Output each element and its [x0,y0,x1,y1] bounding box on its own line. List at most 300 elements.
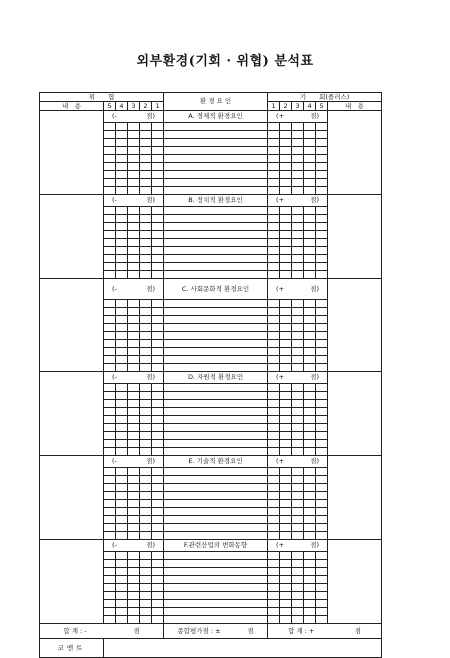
opp-score-cell[interactable] [292,147,304,155]
threat-score-cell[interactable] [152,348,164,356]
threat-score-cell[interactable] [140,131,152,139]
threat-score-cell[interactable] [152,263,164,271]
opp-score-cell[interactable] [304,484,316,492]
threat-score-cell[interactable] [128,508,140,516]
threat-score-cell[interactable] [116,500,128,508]
threat-score-cell[interactable] [116,187,128,195]
threat-score-cell[interactable] [116,163,128,171]
factor-cell[interactable] [164,500,268,508]
threat-score-cell[interactable] [140,215,152,223]
opp-score-cell[interactable] [280,207,292,215]
opp-score-cell[interactable] [304,348,316,356]
threat-score-cell[interactable] [152,576,164,584]
opp-score-cell[interactable] [268,155,280,163]
opp-score-cell[interactable] [304,231,316,239]
threat-content-cell[interactable] [40,456,104,540]
opp-score-cell[interactable] [304,508,316,516]
opp-score-cell[interactable] [316,348,328,356]
threat-score-cell[interactable] [104,223,116,231]
opp-score-cell[interactable] [316,516,328,524]
threat-score-cell[interactable] [116,155,128,163]
factor-cell[interactable] [164,332,268,340]
threat-score-cell[interactable] [152,179,164,187]
opp-score-cell[interactable] [268,524,280,532]
threat-score-cell[interactable] [116,468,128,476]
threat-score-cell[interactable] [152,123,164,131]
threat-score-cell[interactable] [140,263,152,271]
threat-score-cell[interactable] [104,155,116,163]
threat-score-cell[interactable] [104,163,116,171]
factor-cell[interactable] [164,300,268,308]
threat-score-cell[interactable] [140,247,152,255]
opp-score-cell[interactable] [268,207,280,215]
threat-score-cell[interactable] [140,560,152,568]
threat-score-cell[interactable] [140,408,152,416]
opp-score-cell[interactable] [316,532,328,540]
threat-score-cell[interactable] [104,255,116,263]
threat-score-cell[interactable] [116,552,128,560]
opp-score-cell[interactable] [280,416,292,424]
opp-score-cell[interactable] [280,255,292,263]
threat-score-cell[interactable] [140,356,152,364]
opp-score-cell[interactable] [316,131,328,139]
opp-score-cell[interactable] [304,592,316,600]
opp-score-cell[interactable] [316,616,328,624]
threat-score-cell[interactable] [104,416,116,424]
threat-score-cell[interactable] [152,492,164,500]
threat-score-cell[interactable] [152,560,164,568]
threat-score-cell[interactable] [152,223,164,231]
opp-score-cell[interactable] [316,600,328,608]
opp-score-cell[interactable] [304,340,316,348]
opp-score-cell[interactable] [304,424,316,432]
threat-content-cell[interactable] [40,540,104,624]
threat-score-cell[interactable] [104,400,116,408]
opp-score-cell[interactable] [316,171,328,179]
opp-score-cell[interactable] [292,468,304,476]
threat-score-cell[interactable] [152,147,164,155]
opp-score-cell[interactable] [268,171,280,179]
threat-score-cell[interactable] [104,179,116,187]
factor-cell[interactable] [164,223,268,231]
threat-score-cell[interactable] [152,400,164,408]
threat-score-cell[interactable] [128,187,140,195]
threat-score-cell[interactable] [116,568,128,576]
opp-score-cell[interactable] [316,215,328,223]
factor-cell[interactable] [164,416,268,424]
opp-score-cell[interactable] [292,139,304,147]
threat-score-cell[interactable] [140,147,152,155]
threat-score-cell[interactable] [116,560,128,568]
threat-score-cell[interactable] [140,440,152,448]
threat-score-cell[interactable] [128,348,140,356]
opp-score-cell[interactable] [304,616,316,624]
threat-score-cell[interactable] [116,332,128,340]
opp-score-cell[interactable] [304,332,316,340]
opp-score-cell[interactable] [292,364,304,372]
opp-score-cell[interactable] [280,616,292,624]
opp-score-cell[interactable] [268,568,280,576]
opp-score-cell[interactable] [268,616,280,624]
threat-score-cell[interactable] [140,139,152,147]
threat-score-cell[interactable] [116,508,128,516]
factor-cell[interactable] [164,239,268,247]
threat-score-cell[interactable] [152,340,164,348]
factor-cell[interactable] [164,255,268,263]
opp-score-cell[interactable] [268,432,280,440]
opp-score-cell[interactable] [280,247,292,255]
threat-score-cell[interactable] [152,215,164,223]
threat-score-cell[interactable] [128,500,140,508]
opp-score-cell[interactable] [304,271,316,279]
opp-score-cell[interactable] [292,155,304,163]
threat-score-cell[interactable] [152,600,164,608]
opp-score-cell[interactable] [304,392,316,400]
opp-score-cell[interactable] [280,384,292,392]
threat-score-cell[interactable] [152,207,164,215]
opp-score-cell[interactable] [280,568,292,576]
threat-score-cell[interactable] [128,255,140,263]
threat-score-cell[interactable] [116,356,128,364]
factor-cell[interactable] [164,524,268,532]
threat-score-cell[interactable] [104,508,116,516]
opp-score-cell[interactable] [292,552,304,560]
opp-score-cell[interactable] [292,616,304,624]
opp-score-cell[interactable] [316,263,328,271]
threat-score-cell[interactable] [116,239,128,247]
opp-score-cell[interactable] [316,300,328,308]
factor-cell[interactable] [164,340,268,348]
opp-score-cell[interactable] [304,532,316,540]
opp-score-cell[interactable] [304,239,316,247]
opp-score-cell[interactable] [292,171,304,179]
factor-cell[interactable] [164,584,268,592]
threat-score-cell[interactable] [140,468,152,476]
threat-score-cell[interactable] [104,424,116,432]
threat-score-cell[interactable] [152,416,164,424]
opp-score-cell[interactable] [292,608,304,616]
threat-score-cell[interactable] [128,568,140,576]
opp-score-cell[interactable] [280,271,292,279]
threat-score-cell[interactable] [140,255,152,263]
threat-score-cell[interactable] [116,215,128,223]
threat-score-cell[interactable] [140,348,152,356]
opp-score-cell[interactable] [304,147,316,155]
opp-score-cell[interactable] [268,560,280,568]
opp-score-cell[interactable] [316,147,328,155]
opp-score-cell[interactable] [280,316,292,324]
threat-score-cell[interactable] [116,348,128,356]
opp-score-cell[interactable] [292,332,304,340]
threat-points-cell[interactable] [104,372,164,384]
threat-content-cell[interactable] [40,372,104,456]
threat-score-cell[interactable] [152,247,164,255]
opp-score-cell[interactable] [304,468,316,476]
opp-score-cell[interactable] [268,308,280,316]
threat-score-cell[interactable] [140,552,152,560]
opp-score-cell[interactable] [316,608,328,616]
opp-score-cell[interactable] [280,139,292,147]
opp-score-cell[interactable] [304,223,316,231]
opp-score-cell[interactable] [280,400,292,408]
opp-score-cell[interactable] [280,448,292,456]
opp-score-cell[interactable] [292,560,304,568]
threat-score-cell[interactable] [116,400,128,408]
opp-score-cell[interactable] [280,408,292,416]
threat-score-cell[interactable] [140,516,152,524]
threat-score-cell[interactable] [116,263,128,271]
factor-cell[interactable] [164,560,268,568]
threat-score-cell[interactable] [128,356,140,364]
opp-score-cell[interactable] [268,123,280,131]
opp-score-cell[interactable] [280,147,292,155]
factor-cell[interactable] [164,608,268,616]
opp-score-cell[interactable] [280,332,292,340]
threat-score-cell[interactable] [116,147,128,155]
opp-score-cell[interactable] [268,608,280,616]
factor-cell[interactable] [164,215,268,223]
threat-score-cell[interactable] [116,432,128,440]
threat-score-cell[interactable] [128,332,140,340]
threat-score-cell[interactable] [140,484,152,492]
threat-points-cell[interactable] [104,540,164,552]
threat-score-cell[interactable] [128,215,140,223]
threat-score-cell[interactable] [140,171,152,179]
opp-score-cell[interactable] [280,608,292,616]
threat-score-cell[interactable] [104,324,116,332]
threat-score-cell[interactable] [116,207,128,215]
opp-score-cell[interactable] [304,187,316,195]
threat-score-cell[interactable] [104,584,116,592]
opp-score-cell[interactable] [268,316,280,324]
opp-score-cell[interactable] [292,440,304,448]
factor-cell[interactable] [164,400,268,408]
opp-score-cell[interactable] [292,392,304,400]
threat-score-cell[interactable] [116,532,128,540]
threat-score-cell[interactable] [128,440,140,448]
opp-score-cell[interactable] [304,324,316,332]
threat-points-cell[interactable] [104,279,164,300]
opp-score-cell[interactable] [280,476,292,484]
threat-score-cell[interactable] [104,560,116,568]
opp-score-cell[interactable] [268,576,280,584]
threat-score-cell[interactable] [140,384,152,392]
opp-score-cell[interactable] [280,163,292,171]
opp-score-cell[interactable] [280,123,292,131]
threat-score-cell[interactable] [128,484,140,492]
threat-score-cell[interactable] [104,207,116,215]
opp-score-cell[interactable] [292,492,304,500]
threat-score-cell[interactable] [140,179,152,187]
threat-score-cell[interactable] [104,500,116,508]
threat-score-cell[interactable] [104,568,116,576]
opp-score-cell[interactable] [292,340,304,348]
opp-score-cell[interactable] [316,416,328,424]
opp-score-cell[interactable] [304,179,316,187]
opp-score-cell[interactable] [304,163,316,171]
opp-score-cell[interactable] [268,500,280,508]
opp-score-cell[interactable] [292,263,304,271]
opp-score-cell[interactable] [292,316,304,324]
opp-score-cell[interactable] [292,600,304,608]
threat-score-cell[interactable] [116,592,128,600]
opp-score-cell[interactable] [292,207,304,215]
threat-score-cell[interactable] [104,476,116,484]
opp-score-cell[interactable] [280,300,292,308]
threat-score-cell[interactable] [128,223,140,231]
opp-score-cell[interactable] [316,408,328,416]
opp-score-cell[interactable] [316,231,328,239]
threat-score-cell[interactable] [116,484,128,492]
threat-score-cell[interactable] [152,316,164,324]
opp-score-cell[interactable] [304,568,316,576]
threat-score-cell[interactable] [140,324,152,332]
opp-score-cell[interactable] [268,600,280,608]
factor-cell[interactable] [164,324,268,332]
threat-score-cell[interactable] [116,231,128,239]
opp-score-cell[interactable] [304,131,316,139]
opp-score-cell[interactable] [280,484,292,492]
opp-score-cell[interactable] [268,476,280,484]
opp-score-cell[interactable] [292,255,304,263]
opp-points-cell[interactable] [268,456,328,468]
threat-score-cell[interactable] [104,492,116,500]
threat-score-cell[interactable] [140,392,152,400]
opp-score-cell[interactable] [304,552,316,560]
threat-points-cell[interactable] [104,111,164,123]
opp-score-cell[interactable] [292,163,304,171]
opp-score-cell[interactable] [280,155,292,163]
threat-score-cell[interactable] [140,271,152,279]
threat-score-cell[interactable] [104,516,116,524]
opp-score-cell[interactable] [280,231,292,239]
opp-score-cell[interactable] [316,524,328,532]
threat-score-cell[interactable] [128,584,140,592]
opp-score-cell[interactable] [316,492,328,500]
threat-score-cell[interactable] [128,131,140,139]
threat-score-cell[interactable] [104,440,116,448]
opp-score-cell[interactable] [304,516,316,524]
threat-score-cell[interactable] [104,139,116,147]
opp-score-cell[interactable] [268,552,280,560]
opp-score-cell[interactable] [316,179,328,187]
opp-score-cell[interactable] [316,384,328,392]
opp-score-cell[interactable] [292,432,304,440]
factor-cell[interactable] [164,247,268,255]
threat-score-cell[interactable] [152,476,164,484]
opp-score-cell[interactable] [292,384,304,392]
opp-score-cell[interactable] [316,271,328,279]
threat-score-cell[interactable] [104,340,116,348]
threat-score-cell[interactable] [104,364,116,372]
factor-cell[interactable] [164,448,268,456]
opp-score-cell[interactable] [268,247,280,255]
threat-score-cell[interactable] [140,300,152,308]
opp-score-cell[interactable] [316,324,328,332]
opp-score-cell[interactable] [268,416,280,424]
opp-score-cell[interactable] [304,316,316,324]
threat-score-cell[interactable] [128,400,140,408]
opp-score-cell[interactable] [316,476,328,484]
threat-score-cell[interactable] [152,239,164,247]
threat-score-cell[interactable] [152,500,164,508]
threat-score-cell[interactable] [140,163,152,171]
factor-cell[interactable] [164,207,268,215]
threat-score-cell[interactable] [116,616,128,624]
opp-score-cell[interactable] [304,476,316,484]
opp-score-cell[interactable] [316,187,328,195]
threat-score-cell[interactable] [116,255,128,263]
opp-score-cell[interactable] [280,324,292,332]
opp-score-cell[interactable] [268,263,280,271]
opp-score-cell[interactable] [304,356,316,364]
opp-points-cell[interactable] [268,279,328,300]
opp-points-cell[interactable] [268,195,328,207]
opp-score-cell[interactable] [280,592,292,600]
threat-score-cell[interactable] [128,600,140,608]
threat-score-cell[interactable] [104,263,116,271]
opp-score-cell[interactable] [268,492,280,500]
threat-score-cell[interactable] [140,123,152,131]
opp-score-cell[interactable] [268,179,280,187]
threat-score-cell[interactable] [140,223,152,231]
opp-score-cell[interactable] [292,524,304,532]
opp-score-cell[interactable] [304,300,316,308]
opp-score-cell[interactable] [280,187,292,195]
threat-score-cell[interactable] [116,492,128,500]
threat-score-cell[interactable] [116,424,128,432]
threat-score-cell[interactable] [128,516,140,524]
threat-score-cell[interactable] [104,215,116,223]
threat-score-cell[interactable] [128,384,140,392]
factor-cell[interactable] [164,476,268,484]
opp-score-cell[interactable] [280,364,292,372]
opp-score-cell[interactable] [292,448,304,456]
threat-score-cell[interactable] [116,600,128,608]
opp-score-cell[interactable] [304,400,316,408]
factor-cell[interactable] [164,576,268,584]
threat-score-cell[interactable] [140,500,152,508]
opp-score-cell[interactable] [304,308,316,316]
threat-score-cell[interactable] [128,532,140,540]
factor-cell[interactable] [164,348,268,356]
opp-score-cell[interactable] [292,400,304,408]
threat-score-cell[interactable] [116,179,128,187]
threat-score-cell[interactable] [128,247,140,255]
threat-score-cell[interactable] [128,416,140,424]
threat-score-cell[interactable] [104,576,116,584]
opp-content-cell[interactable] [328,456,382,540]
opp-score-cell[interactable] [292,508,304,516]
threat-score-cell[interactable] [128,616,140,624]
opp-score-cell[interactable] [316,500,328,508]
factor-cell[interactable] [164,392,268,400]
opp-score-cell[interactable] [280,392,292,400]
opp-score-cell[interactable] [316,508,328,516]
factor-cell[interactable] [164,171,268,179]
threat-score-cell[interactable] [104,356,116,364]
opp-score-cell[interactable] [292,500,304,508]
threat-score-cell[interactable] [152,171,164,179]
opp-score-cell[interactable] [280,532,292,540]
opp-score-cell[interactable] [268,424,280,432]
threat-score-cell[interactable] [152,332,164,340]
threat-score-cell[interactable] [152,424,164,432]
threat-score-cell[interactable] [116,516,128,524]
threat-score-cell[interactable] [128,263,140,271]
opp-score-cell[interactable] [280,239,292,247]
opp-score-cell[interactable] [280,492,292,500]
